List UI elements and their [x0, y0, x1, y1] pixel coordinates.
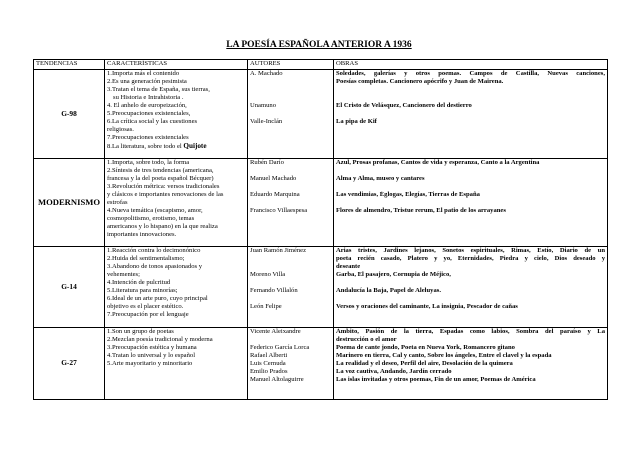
caracteristica-item: importantes innovaciones.	[107, 231, 177, 239]
obra-line: Ámbito, Pasión de la tierra, Espadas como labios, Sombra del paraíso y La	[336, 328, 605, 335]
caracteristica-item: 3.Abandono de tonos apasionados y	[107, 263, 203, 271]
autor-name: Rafael Alberti	[250, 352, 288, 360]
autores-cell	[248, 247, 334, 328]
obra-line: Andalucía la Baja, Papel de Aleluyas.	[336, 287, 441, 295]
caracteristica-item	[107, 142, 245, 151]
autor-name: Emilio Prados	[250, 368, 288, 376]
caracteristicas-cell	[105, 247, 248, 328]
tendencia-cell: MODERNISMO	[34, 159, 105, 247]
caracteristica-item: 3.Preocupación estética y humana	[107, 344, 197, 352]
obra-line: La realidad y el deseo, Perfil del aire, Desolación de la quimera	[336, 360, 513, 368]
header-tendencias: TENDENCIAS	[34, 60, 105, 70]
caracteristica-item: 2.Es una generación pesimista	[107, 78, 187, 86]
caracteristica-item: 1.Reacción contra lo decimonónico	[107, 247, 201, 254]
autores-cell	[248, 70, 334, 159]
caracteristica-item: vehementes;	[107, 271, 140, 279]
caracteristica-item: francesa y la del poeta español Bécquer)	[107, 175, 214, 183]
obra-line: Poema de cante jondo, Poeta en Nueva York, Romancero gitano	[336, 344, 515, 352]
table-row	[34, 328, 608, 400]
obra-line: Soledades, galerías y otros poemas. Campos de Castilla, Nuevas canciones,	[336, 70, 605, 77]
page-title: LA POESÍA ESPAÑOLA ANTERIOR A 1936	[226, 40, 412, 50]
tendencia-cell: G-14	[34, 247, 105, 328]
autor-name: A. Machado	[250, 70, 283, 77]
caracteristicas-cell	[105, 159, 248, 247]
obra-line: Las vendimias, Églogas, Elegías, Tierras de España	[336, 191, 480, 199]
obras-cell	[334, 247, 608, 328]
caracteristica-item: 1.Importa, sobre todo, la forma	[107, 159, 190, 166]
caracteristica-item: 6.Ideal de un arte puro, cuyo principal	[107, 295, 208, 303]
autor-name: Rubén Darío	[250, 159, 284, 166]
obra-line: deseante	[336, 263, 361, 271]
obra-line: Marinero en tierra, Cal y canto, Sobre los ángeles, Entre el clavel y la espada	[336, 352, 552, 360]
obra-line: Alma y Alma, museo y cantares	[336, 175, 425, 183]
caracteristicas-cell	[105, 70, 248, 159]
autor-name: Federico García Lorca	[250, 344, 310, 352]
obra-line: Garba, El pasajero, Cornupia de Méjico,	[336, 271, 451, 279]
caracteristica-item: 1.Son un grupo de poetas	[107, 328, 174, 335]
caracteristica-text: 8.La literatura, sobre todo el	[107, 143, 182, 151]
obra-line: Arias tristes, Jardines lejanos, Sonetos espirituales, Rimas, Estío, Diario de un	[336, 247, 605, 254]
obra-line: La voz cautiva, Andando, Jardín cerrado	[336, 368, 452, 376]
table-row	[34, 70, 608, 159]
caracteristica-item: 4.Intención de pulcritud	[107, 279, 171, 287]
caracteristica-item: 4.Tratan lo universal y lo español	[107, 352, 196, 360]
obra-line: La pipa de Kif	[336, 118, 377, 126]
caracteristica-item: objetivo es el placer estético.	[107, 303, 184, 311]
caracteristicas-cell	[105, 328, 248, 400]
caracteristica-item: 2.Mezclan poesía tradicional y moderna	[107, 336, 213, 344]
caracteristica-item: su Historia e Intrahistoria .	[113, 94, 184, 102]
autor-name: Francisco Villaespesa	[250, 207, 308, 215]
table-row	[34, 159, 608, 247]
table-row	[34, 247, 608, 328]
obras-cell	[334, 70, 608, 159]
caracteristica-item: 5.Preocupaciones existenciales,	[107, 110, 191, 118]
caracteristica-item: cosmopolitismo, erotismo, temas	[107, 215, 195, 223]
caracteristica-item: 4.Nueva temática (escapismo, amor,	[107, 207, 203, 215]
table-header-row	[34, 60, 608, 70]
caracteristica-item: americanos y lo hispano) en la que realiza	[107, 223, 218, 231]
caracteristica-item: 7.Preocupación por el lenguaje	[107, 311, 189, 319]
caracteristica-item: estrofas	[107, 199, 128, 207]
quijote-text: Quijote	[183, 142, 207, 151]
obra-line: poeta recién casado, Platero y yo, Eternidades, Piedra y cielo, Dios deseado y	[336, 255, 605, 263]
caracteristica-item: 7.Preocupaciones existenciales	[107, 134, 189, 142]
autor-name: León Felipe	[250, 303, 282, 311]
poetry-table	[33, 59, 608, 400]
caracteristica-item: 4. El anhelo de europeización,	[107, 102, 187, 110]
obras-cell	[334, 159, 608, 247]
obra-line: El Cristo de Velásquez, Cancionero del destierro	[336, 102, 472, 110]
autores-cell	[248, 159, 334, 247]
obra-line: Versos y oraciones del caminante, La insignia, Pescador de cañas	[336, 303, 518, 311]
autor-name: Valle-Inclán	[250, 118, 283, 126]
autor-name: Moreno Villa	[250, 271, 286, 279]
obras-cell	[334, 328, 608, 400]
header-caracteristicas: CARACTERÍSTICAS	[105, 60, 248, 70]
autor-name: Unamuno	[250, 102, 277, 110]
obra-line: Flores de almendro, Tristue rerum, El patio de los arrayanes	[336, 207, 506, 215]
autor-name: Juan Ramón Jiménez	[250, 247, 307, 254]
caracteristica-item: 6.La crítica social y las cuestiones	[107, 118, 198, 126]
autor-name: Manuel Machado	[250, 175, 297, 183]
autor-name: Eduardo Marquina	[250, 191, 300, 199]
autor-name: Vicente Aleixandre	[250, 328, 301, 335]
caracteristica-item: 3.Tratan el tema de España, sus tierras,	[107, 86, 210, 94]
caracteristica-item: 3.Revolución métrica: versos tradicionales	[107, 183, 220, 191]
autor-name: Luis Cernuda	[250, 360, 286, 368]
autores-cell	[248, 328, 334, 400]
autor-name: Manuel Altolaguirre	[250, 376, 304, 384]
autor-name: Fernando Villalón	[250, 287, 298, 295]
caracteristica-item: 1.Importa más el contenido	[107, 70, 180, 77]
obra-line: Poesías completas. Cancionero apócrifo y Juan de Mairena.	[336, 78, 504, 86]
caracteristica-item: 2.Síntesis de tres tendencias (americana,	[107, 167, 214, 175]
caracteristica-item: 5.Literatura para minorías;	[107, 287, 178, 295]
caracteristica-item: y clásicos e importantes renovaciones de las	[107, 191, 224, 199]
caracteristica-item: 5.Arte mayoritario y minoritario	[107, 360, 193, 368]
tendencia-cell: G-27	[34, 328, 105, 400]
tendencia-cell: G-98	[34, 70, 105, 159]
header-autores: AUTORES	[248, 60, 334, 70]
header-obras: OBRAS	[334, 60, 608, 70]
caracteristica-item: 2.Huida del sentimentalismo;	[107, 255, 185, 263]
obra-line: Azul, Prosas profanas, Cantos de vida y esperanza, Canto a la Argentina	[336, 159, 540, 166]
caracteristica-item: religiosas.	[107, 126, 134, 134]
obra-line: destrucción o el amor	[336, 336, 397, 344]
obra-line: Las islas invitadas y otros poemas, Fin de un amor, Poemas de América	[336, 376, 536, 384]
